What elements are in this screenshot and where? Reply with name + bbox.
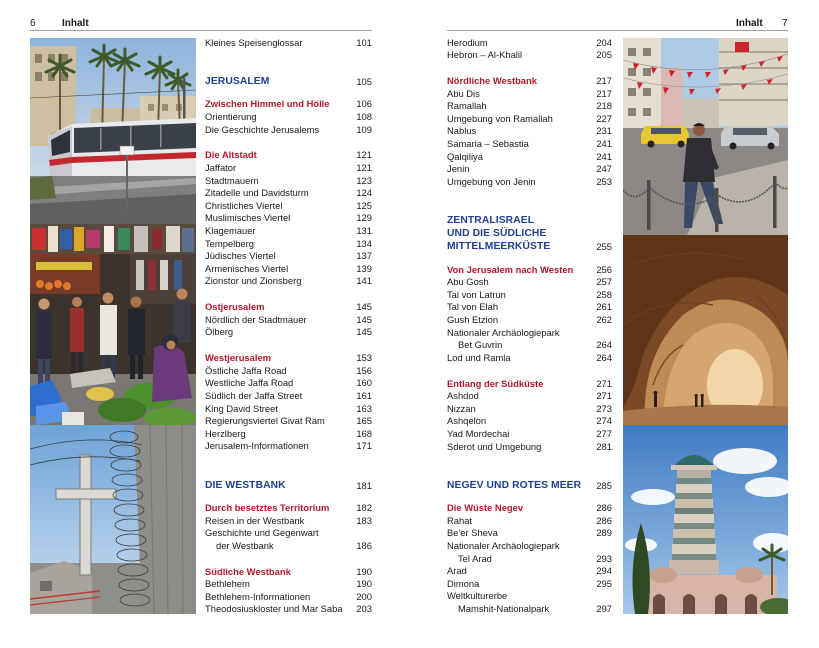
left-header-rule	[30, 30, 372, 31]
photo-cross-image	[30, 425, 196, 614]
photo-cave	[623, 235, 788, 425]
chapter-title: UND DIE SÜDLICHE	[447, 228, 547, 240]
entry-page-number: 277	[596, 427, 612, 439]
section-heading	[447, 264, 612, 277]
toc-entry	[205, 250, 372, 263]
toc-entry	[447, 151, 612, 164]
toc-entry	[447, 163, 612, 176]
section-title: Zwischen Himmel und Hölle	[205, 98, 330, 110]
entry-page-number: 261	[596, 301, 612, 313]
entry-title: Jenin	[447, 163, 470, 175]
entry-title: Ramallah	[447, 100, 487, 112]
toc-entry	[447, 515, 612, 528]
entry-title: Tel Arad	[458, 552, 492, 564]
entry-title: Mamshit-Nationalpark	[458, 603, 550, 615]
section-title: Die Altstadt	[205, 149, 257, 161]
entry-title: Rahat	[447, 514, 473, 526]
toc-entry	[205, 275, 372, 288]
entry-title: Samaria – Sebastia	[447, 138, 529, 150]
entry-page-number: 258	[596, 288, 612, 300]
entry-title: Nördlich der Stadtmauer	[205, 313, 307, 325]
toc-entry	[205, 390, 372, 403]
entry-page-number: 289	[596, 527, 612, 539]
section-title: Südliche Westbank	[205, 565, 291, 577]
entry-page-number: 141	[356, 275, 372, 287]
section-title: Durch besetztes Territorium	[205, 502, 330, 514]
toc-entry	[205, 326, 372, 339]
entry-page-number: 294	[596, 565, 612, 577]
toc-entry	[205, 238, 372, 251]
toc-group	[447, 37, 612, 62]
toc-entry	[205, 200, 372, 213]
toc-entry-continuation	[447, 339, 612, 352]
entry-title: Bethlehem-Informationen	[205, 590, 311, 602]
entry-page-number: 165	[356, 415, 372, 427]
chapter-heading	[447, 479, 612, 492]
entry-page-number: 264	[596, 351, 612, 363]
section-page-number: 271	[596, 377, 612, 389]
right-header-rule	[447, 30, 788, 31]
toc-entry	[447, 301, 612, 314]
toc-entry	[447, 565, 612, 578]
entry-page-number: 186	[356, 539, 372, 551]
chapter-title: JERUSALEM	[205, 75, 270, 87]
entry-page-number: 139	[356, 262, 372, 274]
entry-title: Zionstor und Zionsberg	[205, 275, 302, 287]
toc-entry	[447, 390, 612, 403]
section-page-number: 190	[356, 565, 372, 577]
entry-page-number: 200	[356, 590, 372, 602]
toc-entry	[205, 175, 372, 188]
entry-page-number: 134	[356, 237, 372, 249]
photo-market-image	[30, 224, 196, 425]
entry-title: Umgebung von Jenin	[447, 175, 536, 187]
chapter-heading-line	[447, 214, 612, 227]
entry-title: Geschichte und Gegenwart	[205, 527, 319, 539]
entry-title: Nationaler Archäologiepark	[447, 326, 560, 338]
section-page-number: 145	[356, 301, 372, 313]
toc-entry	[447, 441, 612, 454]
toc-entry	[205, 124, 372, 137]
entry-page-number: 108	[356, 111, 372, 123]
entry-page-number: 129	[356, 212, 372, 224]
entry-title: Weltkulturerbe	[447, 590, 508, 602]
entry-title: Kleines Speisenglossar	[205, 36, 303, 48]
entry-title: Nablus	[447, 125, 477, 137]
entry-title: Jüdisches Viertel	[205, 250, 276, 262]
entry-title: Dimona	[447, 577, 480, 589]
entry-title: der Westbank	[216, 539, 274, 551]
toc-section	[447, 264, 612, 365]
chapter-heading-line	[205, 75, 372, 88]
toc-entry	[447, 100, 612, 113]
toc-entry	[447, 590, 612, 603]
section-page-number: 256	[596, 263, 612, 275]
entry-page-number: 231	[596, 125, 612, 137]
entry-title: Arad	[447, 565, 467, 577]
entry-page-number: 101	[356, 36, 372, 48]
entry-title: Bethlehem	[205, 578, 250, 590]
toc-entry	[205, 515, 372, 528]
entry-title: Qalqiliya	[447, 150, 483, 162]
entry-page-number: 203	[356, 603, 372, 615]
entry-title: Ashqelon	[447, 415, 487, 427]
section-title: Die Wüste Negev	[447, 502, 524, 514]
toc-entry	[447, 37, 612, 50]
toc-entry	[205, 162, 372, 175]
toc-entry	[447, 314, 612, 327]
toc-entry	[205, 314, 372, 327]
toc-section	[205, 98, 372, 136]
entry-title: Jaffator	[205, 162, 237, 174]
entry-title: Nizzan	[447, 402, 476, 414]
left-page-number: 6	[30, 18, 36, 29]
entry-title: Jerusalem-Informationen	[205, 440, 309, 452]
toc-right-column	[447, 37, 612, 616]
toc-entry	[447, 527, 612, 540]
entry-page-number: 217	[596, 87, 612, 99]
entry-title: Umgebung von Ramallah	[447, 112, 553, 124]
toc-entry	[447, 327, 612, 340]
toc-entry	[447, 113, 612, 126]
entry-title: Regierungsviertel Givat Ram	[205, 415, 325, 427]
entry-page-number: 123	[356, 174, 372, 186]
entry-title: Lod und Ramla	[447, 351, 511, 363]
entry-page-number: 273	[596, 402, 612, 414]
section-page-number: 217	[596, 75, 612, 87]
chapter-page-number: 255	[596, 241, 612, 253]
toc-section	[205, 301, 372, 339]
chapter-heading	[205, 75, 372, 88]
entry-title: Muslimisches Viertel	[205, 212, 291, 224]
toc-entry	[205, 415, 372, 428]
section-heading	[205, 502, 372, 515]
chapter-heading-line	[205, 479, 372, 492]
photo-cave-image	[623, 235, 788, 425]
toc-entry	[447, 403, 612, 416]
entry-title: Zitadelle und Davidsturm	[205, 187, 309, 199]
entry-title: Die Geschichte Jerusalems	[205, 123, 320, 135]
section-heading	[205, 352, 372, 365]
toc-entry	[447, 428, 612, 441]
entry-page-number: 264	[596, 339, 612, 351]
toc-entry	[447, 352, 612, 365]
section-title: Westjerusalem	[205, 352, 272, 364]
entry-title: Nationaler Archäologiepark	[447, 540, 560, 552]
toc-entry	[447, 415, 612, 428]
toc-entry	[205, 263, 372, 276]
toc-section	[447, 378, 612, 454]
entry-page-number: 190	[356, 578, 372, 590]
entry-title: Yad Mordechai	[447, 427, 510, 439]
chapter-title: ZENTRALISRAEL	[447, 215, 535, 227]
entry-title: King David Street	[205, 402, 278, 414]
toc-entry	[447, 578, 612, 591]
entry-page-number: 227	[596, 112, 612, 124]
toc-entry	[447, 276, 612, 289]
toc-entry	[205, 212, 372, 225]
entry-page-number: 156	[356, 364, 372, 376]
entry-page-number: 160	[356, 377, 372, 389]
chapter-title: DIE WESTBANK	[205, 479, 286, 491]
entry-page-number: 205	[596, 49, 612, 61]
chapter-heading	[447, 214, 612, 253]
entry-title: Ashdod	[447, 390, 479, 402]
chapter-page-number: 105	[356, 75, 372, 87]
toc-entry	[447, 540, 612, 553]
entry-title: Südlich der Jaffa Street	[205, 389, 303, 401]
entry-title: Theodosiuskloster und Mar Saba	[205, 603, 343, 615]
section-title: Nördliche Westbank	[447, 75, 537, 87]
chapter-page-number: 285	[596, 479, 612, 491]
section-heading	[205, 98, 372, 111]
photo-tower	[623, 425, 788, 614]
section-heading	[205, 301, 372, 314]
entry-page-number: 257	[596, 276, 612, 288]
entry-page-number: 241	[596, 150, 612, 162]
entry-title: Abu Dis	[447, 87, 480, 99]
entry-page-number: 286	[596, 514, 612, 526]
toc-entry-continuation	[205, 540, 372, 553]
entry-title: Klagemauer	[205, 225, 256, 236]
toc-section	[205, 502, 372, 552]
entry-page-number: 293	[596, 552, 612, 564]
section-title: Von Jerusalem nach Westen	[447, 263, 574, 275]
toc-entry	[205, 603, 372, 616]
entry-page-number: 297	[596, 603, 612, 615]
right-page-number: 7	[782, 18, 788, 29]
entry-page-number: 125	[356, 199, 372, 211]
toc-entry	[447, 138, 612, 151]
entry-title: Herodium	[447, 36, 488, 48]
entry-page-number: 271	[596, 390, 612, 402]
toc-entry	[205, 578, 372, 591]
photo-street-image	[623, 38, 788, 235]
section-heading	[205, 566, 372, 579]
entry-title: Bet Guvrin	[458, 339, 503, 351]
entry-page-number: 145	[356, 326, 372, 338]
toc-entry	[205, 377, 372, 390]
photo-tower-image	[623, 425, 788, 614]
section-page-number: 286	[596, 502, 612, 514]
chapter-heading-line	[447, 479, 612, 492]
entry-title: Stadtmauern	[205, 174, 259, 186]
entry-title: Tal von Elah	[447, 301, 499, 313]
photo-cross-barbed-wire	[30, 425, 196, 614]
toc-entry	[205, 111, 372, 124]
entry-title: Östliche Jaffa Road	[205, 364, 287, 376]
entry-page-number: 295	[596, 577, 612, 589]
entry-title: Tal von Latrun	[447, 288, 506, 300]
entry-title: Ölberg	[205, 326, 234, 338]
section-page-number: 182	[356, 502, 372, 514]
entry-page-number: 274	[596, 415, 612, 427]
toc-entry	[447, 125, 612, 138]
entry-page-number: 281	[596, 440, 612, 452]
toc-section	[205, 352, 372, 453]
entry-page-number: 109	[356, 123, 372, 135]
toc-entry-continuation	[447, 603, 612, 616]
entry-page-number: 253	[596, 175, 612, 187]
entry-page-number: 241	[596, 138, 612, 150]
chapter-title: NEGEV UND ROTES MEER	[447, 479, 582, 491]
toc-entry	[205, 187, 372, 200]
chapter-title: MITTELMEERKÜSTE	[447, 241, 551, 253]
left-running-title: Inhalt	[62, 18, 89, 29]
toc-left-column	[205, 37, 372, 616]
entry-title: Armenisches Viertel	[205, 262, 289, 274]
entry-title: Reisen in der Westbank	[205, 514, 305, 526]
toc-entry-continuation	[447, 553, 612, 566]
entry-title: Abu Gosh	[447, 276, 489, 288]
chapter-heading-line	[447, 240, 612, 253]
chapter-heading-line	[447, 227, 612, 240]
entry-page-number: 204	[596, 36, 612, 48]
toc-entry	[205, 428, 372, 441]
photo-tram-image	[30, 38, 196, 224]
toc-entry	[447, 289, 612, 302]
entry-page-number: 124	[356, 187, 372, 199]
toc-entry	[205, 527, 372, 540]
toc-entry	[205, 225, 372, 238]
photo-tram	[30, 38, 196, 224]
toc-section	[205, 149, 372, 288]
toc-section	[447, 502, 612, 615]
entry-title: Tempelberg	[205, 237, 254, 249]
entry-page-number: 168	[356, 427, 372, 439]
toc-entry	[205, 365, 372, 378]
toc-entry	[205, 403, 372, 416]
section-page-number: 153	[356, 352, 372, 364]
section-heading	[205, 149, 372, 162]
section-title: Ostjerusalem	[205, 301, 265, 313]
entry-page-number: 171	[356, 440, 372, 452]
entry-title: Christliches Viertel	[205, 199, 283, 211]
entry-page-number: 163	[356, 402, 372, 414]
toc-section	[447, 75, 612, 188]
toc-entry	[205, 591, 372, 604]
toc-entry	[205, 37, 372, 50]
section-heading	[447, 75, 612, 88]
section-title: Entlang der Südküste	[447, 377, 544, 389]
chapter-heading	[205, 479, 372, 492]
entry-page-number: 161	[356, 389, 372, 401]
section-page-number: 106	[356, 98, 372, 110]
toc-entry	[447, 88, 612, 101]
entry-title: Gush Etzion	[447, 313, 499, 325]
entry-title: Westliche Jaffa Road	[205, 377, 294, 389]
entry-page-number: 121	[356, 162, 372, 174]
right-running-title: Inhalt	[736, 18, 763, 29]
section-heading	[447, 502, 612, 515]
toc-entry	[447, 49, 612, 62]
toc-entry	[205, 440, 372, 453]
entry-title: Orientierung	[205, 111, 257, 123]
entry-page-number: 218	[596, 100, 612, 112]
entry-title: Herzlberg	[205, 427, 246, 439]
entry-title: Sderot und Umgebung	[447, 440, 542, 452]
entry-title: Hebron – Al-Khalil	[447, 49, 523, 61]
photo-street	[623, 38, 788, 235]
toc-entry	[447, 176, 612, 189]
section-page-number: 121	[356, 149, 372, 161]
section-heading	[447, 378, 612, 391]
toc-group	[205, 37, 372, 50]
entry-page-number: 145	[356, 313, 372, 325]
toc-section	[205, 566, 372, 616]
chapter-page-number: 181	[356, 479, 372, 491]
entry-page-number: 137	[356, 250, 372, 262]
entry-title: Be'er Sheva	[447, 527, 498, 539]
entry-page-number: 131	[356, 225, 372, 236]
entry-page-number: 262	[596, 313, 612, 325]
entry-page-number: 247	[596, 163, 612, 175]
photo-market	[30, 224, 196, 425]
entry-page-number: 183	[356, 514, 372, 526]
